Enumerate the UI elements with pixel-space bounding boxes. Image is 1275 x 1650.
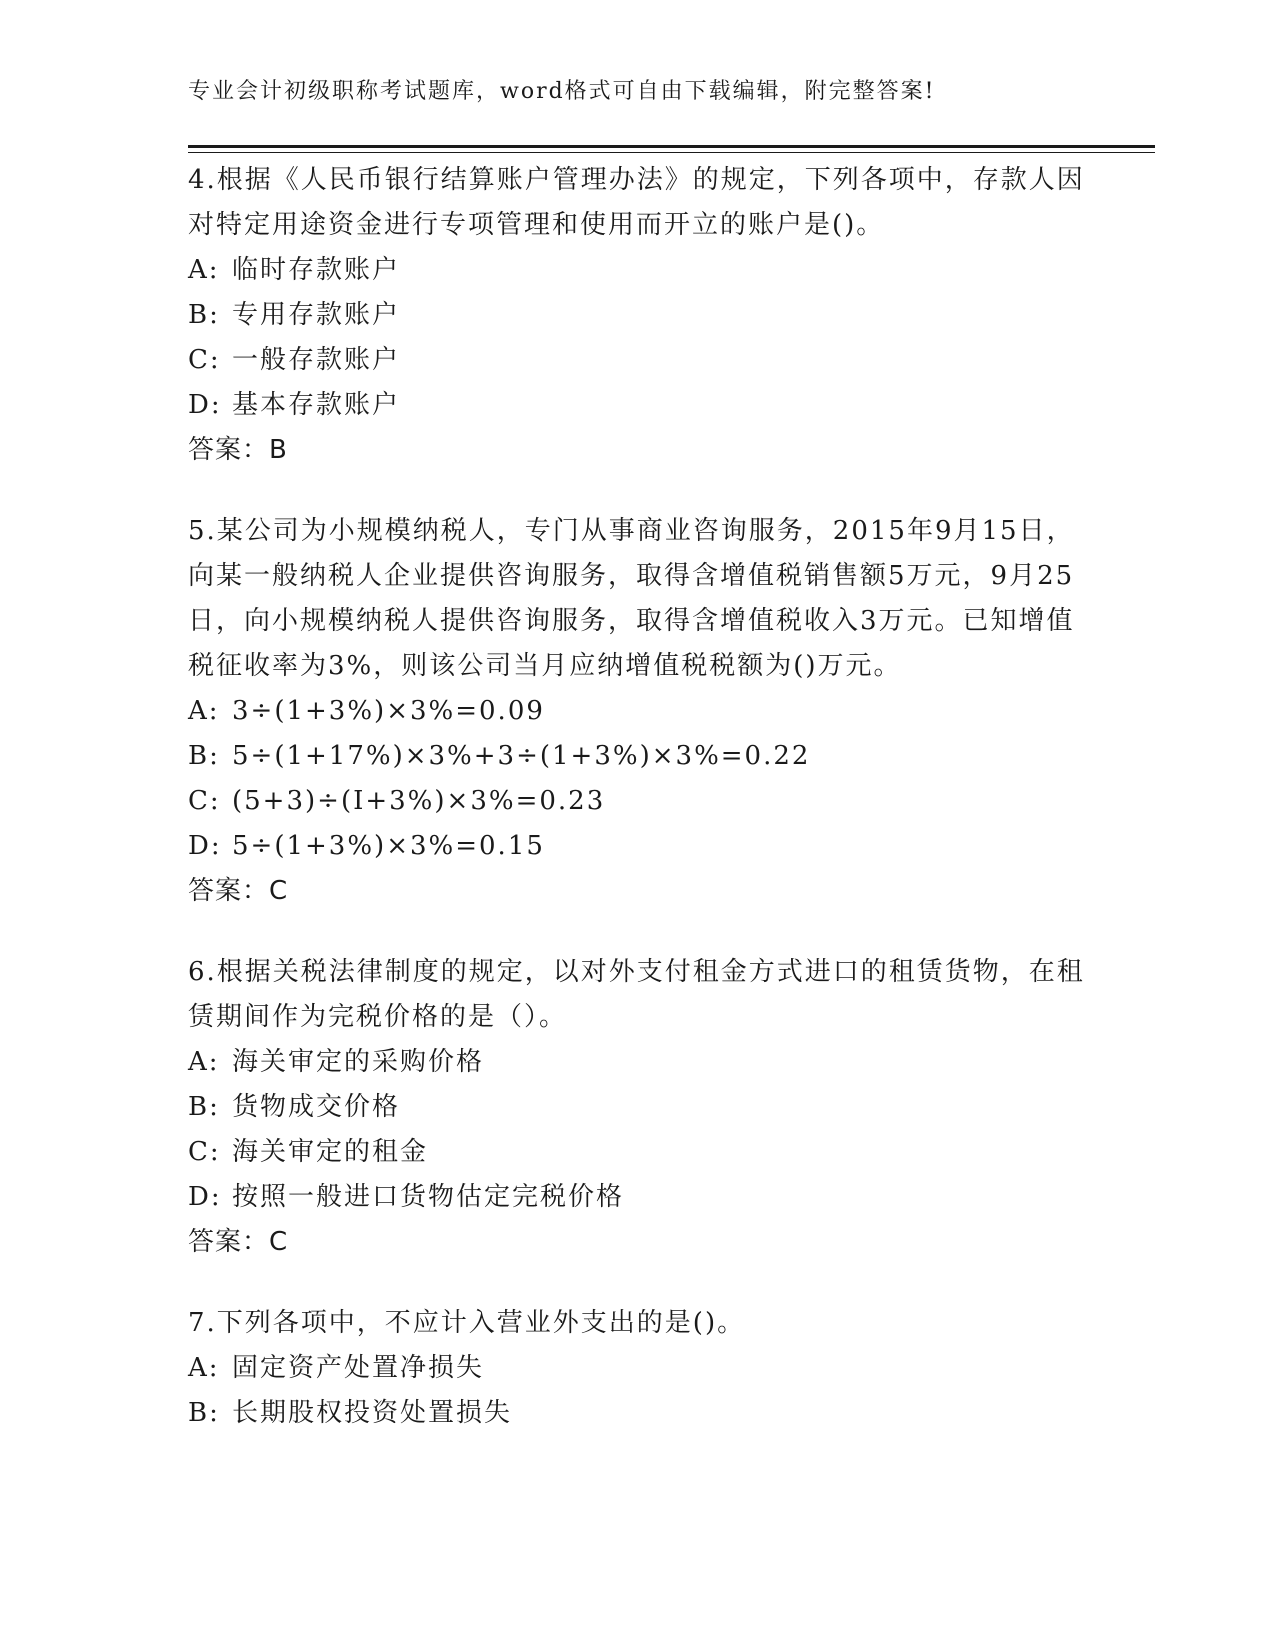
option-text: 基本存款账户 (232, 390, 401, 420)
option-key: A: (188, 255, 220, 285)
option-key: B: (188, 1092, 220, 1122)
option-a (188, 1040, 1088, 1085)
option-key: D: (188, 1182, 222, 1212)
option-text: 货物成交价格 (232, 1092, 401, 1122)
option-b (188, 293, 1088, 338)
page-header: 专业会计初级职称考试题库，word格式可自由下载编辑，附完整答案! (188, 79, 936, 104)
option-text: 固定资产处置净损失 (232, 1353, 485, 1383)
option-b (188, 1085, 1088, 1130)
option-a (188, 689, 1088, 734)
option-b (188, 734, 1088, 779)
option-text: 5÷(1+3%)×3%=0.15 (232, 831, 545, 861)
option-key: A: (188, 1353, 220, 1383)
option-text: 一般存款账户 (232, 345, 401, 375)
answer-line: 答案：C (188, 1227, 289, 1257)
option-text: (5+3)÷(I+3%)×3%=0.23 (232, 786, 606, 816)
option-text: 按照一般进口货物估定完税价格 (232, 1182, 625, 1212)
header-divider-thin (188, 152, 1155, 153)
option-text: 专用存款账户 (232, 300, 401, 330)
answer-line: 答案：B (188, 435, 288, 465)
question-stem: 7.下列各项中，不应计入营业外支出的是()。 (188, 1308, 746, 1338)
option-key: D: (188, 831, 222, 861)
option-text: 海关审定的采购价格 (232, 1047, 485, 1077)
option-d (188, 824, 1088, 869)
option-text: 长期股权投资处置损失 (232, 1398, 513, 1428)
question-stem: 4.根据《人民币银行结算账户管理办法》的规定，下列各项中，存款人因对特定用途资金进行专项管理和使用而开立的账户是()。 (188, 165, 1085, 240)
question-list (188, 158, 1088, 1472)
option-text: 临时存款账户 (232, 255, 401, 285)
option-key: B: (188, 741, 220, 771)
header-divider-thick (188, 145, 1155, 148)
option-key: C: (188, 786, 221, 816)
question-5 (188, 509, 1088, 914)
option-c (188, 338, 1088, 383)
option-key: B: (188, 1398, 220, 1428)
option-c (188, 1130, 1088, 1175)
option-b (188, 1391, 1088, 1436)
question-stem: 6.根据关税法律制度的规定，以对外支付租金方式进口的租赁货物，在租赁期间作为完税价格的是（）。 (188, 957, 1085, 1032)
option-text: 5÷(1+17%)×3%+3÷(1+3%)×3%=0.22 (232, 741, 811, 771)
option-d (188, 1175, 1088, 1220)
option-key: B: (188, 300, 220, 330)
option-key: D: (188, 390, 222, 420)
option-a (188, 248, 1088, 293)
question-7 (188, 1301, 1088, 1436)
answer-line: 答案：C (188, 876, 289, 906)
option-d (188, 383, 1088, 428)
option-key: C: (188, 345, 221, 375)
option-text: 3÷(1+3%)×3%=0.09 (232, 696, 545, 726)
option-key: C: (188, 1137, 221, 1167)
question-4 (188, 158, 1088, 473)
option-c (188, 779, 1088, 824)
option-key: A: (188, 1047, 220, 1077)
question-stem: 5.某公司为小规模纳税人，专门从事商业咨询服务，2015年9月15日，向某一般纳税人企业提供咨询服务，取得含增值税销售额5万元，9月25日，向小规模纳税人提供咨询服务，取得含增值税收入3万元。已知增值税征收率为3%，则该公司当月应纳增值税税额为()万元。 (188, 516, 1075, 681)
option-text: 海关审定的租金 (232, 1137, 429, 1167)
option-key: A: (188, 696, 220, 726)
question-6 (188, 950, 1088, 1265)
option-a (188, 1346, 1088, 1391)
